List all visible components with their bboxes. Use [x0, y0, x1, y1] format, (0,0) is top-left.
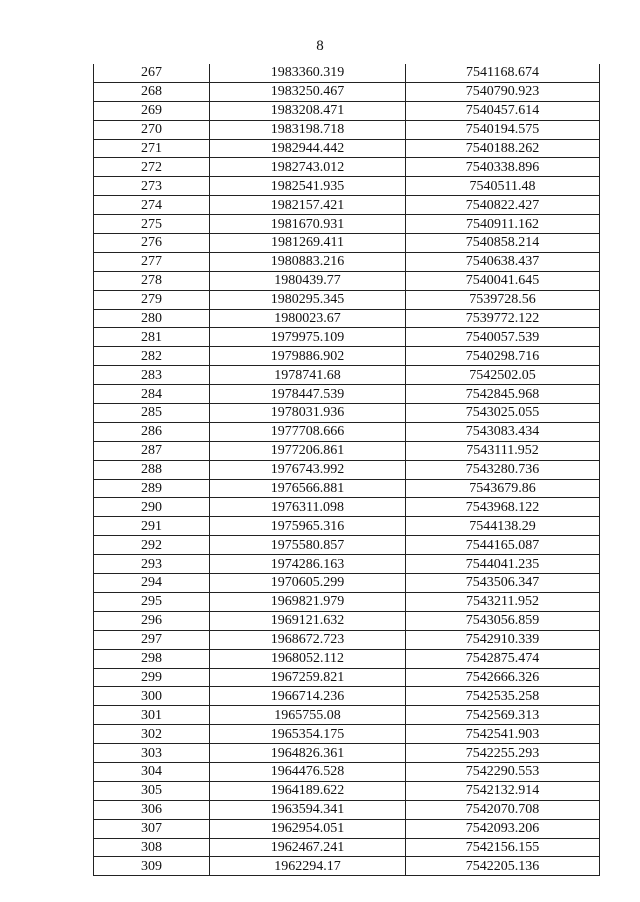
table-row: [94, 347, 600, 366]
table-row: [94, 762, 600, 781]
y-coordinate-cell: 7542070.708: [406, 800, 600, 819]
table-row: [94, 177, 600, 196]
point-number-cell: 294: [94, 574, 210, 593]
y-coordinate-cell: 7542845.968: [406, 385, 600, 404]
x-coordinate-cell: 1964476.528: [210, 762, 406, 781]
point-number-cell: 297: [94, 630, 210, 649]
table-row: [94, 706, 600, 725]
y-coordinate-cell: 7540858.214: [406, 234, 600, 253]
y-coordinate-cell: 7543056.859: [406, 611, 600, 630]
x-coordinate-cell: 1968052.112: [210, 649, 406, 668]
y-coordinate-cell: 7542205.136: [406, 857, 600, 876]
point-number-cell: 289: [94, 479, 210, 498]
x-coordinate-cell: 1976566.881: [210, 479, 406, 498]
y-coordinate-cell: 7543083.434: [406, 422, 600, 441]
point-number-cell: 286: [94, 422, 210, 441]
x-coordinate-cell: 1969821.979: [210, 592, 406, 611]
point-number-cell: 307: [94, 819, 210, 838]
table-row: [94, 215, 600, 234]
point-number-cell: 302: [94, 725, 210, 744]
point-number-cell: 280: [94, 309, 210, 328]
x-coordinate-cell: 1970605.299: [210, 574, 406, 593]
x-coordinate-cell: 1980883.216: [210, 252, 406, 271]
y-coordinate-cell: 7543211.952: [406, 592, 600, 611]
point-number-cell: 306: [94, 800, 210, 819]
x-coordinate-cell: 1969121.632: [210, 611, 406, 630]
point-number-cell: 309: [94, 857, 210, 876]
x-coordinate-cell: 1977206.861: [210, 441, 406, 460]
x-coordinate-cell: 1975965.316: [210, 517, 406, 536]
table-row: [94, 460, 600, 479]
y-coordinate-cell: 7543025.055: [406, 404, 600, 423]
y-coordinate-cell: 7539772.122: [406, 309, 600, 328]
y-coordinate-cell: 7542156.155: [406, 838, 600, 857]
x-coordinate-cell: 1967259.821: [210, 668, 406, 687]
table-row: [94, 82, 600, 101]
y-coordinate-cell: 7542569.313: [406, 706, 600, 725]
x-coordinate-cell: 1982743.012: [210, 158, 406, 177]
y-coordinate-cell: 7541168.674: [406, 64, 600, 82]
x-coordinate-cell: 1964189.622: [210, 781, 406, 800]
y-coordinate-cell: 7542093.206: [406, 819, 600, 838]
point-number-cell: 272: [94, 158, 210, 177]
point-number-cell: 293: [94, 555, 210, 574]
x-coordinate-cell: 1963594.341: [210, 800, 406, 819]
y-coordinate-cell: 7540194.575: [406, 120, 600, 139]
y-coordinate-cell: 7542666.326: [406, 668, 600, 687]
x-coordinate-cell: 1966714.236: [210, 687, 406, 706]
x-coordinate-cell: 1978741.68: [210, 366, 406, 385]
point-number-cell: 303: [94, 744, 210, 763]
table-row: [94, 196, 600, 215]
x-coordinate-cell: 1980023.67: [210, 309, 406, 328]
point-number-cell: 275: [94, 215, 210, 234]
point-number-cell: 288: [94, 460, 210, 479]
point-number-cell: 277: [94, 252, 210, 271]
point-number-cell: 284: [94, 385, 210, 404]
table-row: [94, 366, 600, 385]
point-number-cell: 278: [94, 271, 210, 290]
x-coordinate-cell: 1968672.723: [210, 630, 406, 649]
table-row: [94, 611, 600, 630]
y-coordinate-cell: 7540511.48: [406, 177, 600, 196]
y-coordinate-cell: 7542132.914: [406, 781, 600, 800]
y-coordinate-cell: 7544165.087: [406, 536, 600, 555]
table-row: [94, 857, 600, 876]
table-row: [94, 290, 600, 309]
y-coordinate-cell: 7542502.05: [406, 366, 600, 385]
coordinates-table-body: [94, 64, 600, 876]
point-number-cell: 283: [94, 366, 210, 385]
x-coordinate-cell: 1976311.098: [210, 498, 406, 517]
x-coordinate-cell: 1965755.08: [210, 706, 406, 725]
table-row: [94, 385, 600, 404]
table-row: [94, 725, 600, 744]
y-coordinate-cell: 7542290.553: [406, 762, 600, 781]
point-number-cell: 268: [94, 82, 210, 101]
table-row: [94, 422, 600, 441]
x-coordinate-cell: 1977708.666: [210, 422, 406, 441]
x-coordinate-cell: 1981269.411: [210, 234, 406, 253]
point-number-cell: 292: [94, 536, 210, 555]
table-row: [94, 441, 600, 460]
x-coordinate-cell: 1962467.241: [210, 838, 406, 857]
table-row: [94, 838, 600, 857]
x-coordinate-cell: 1980439.77: [210, 271, 406, 290]
y-coordinate-cell: 7540057.539: [406, 328, 600, 347]
table-row: [94, 517, 600, 536]
point-number-cell: 279: [94, 290, 210, 309]
table-row: [94, 536, 600, 555]
y-coordinate-cell: 7540338.896: [406, 158, 600, 177]
x-coordinate-cell: 1964826.361: [210, 744, 406, 763]
table-row: [94, 668, 600, 687]
point-number-cell: 301: [94, 706, 210, 725]
y-coordinate-cell: 7540911.162: [406, 215, 600, 234]
table-row: [94, 744, 600, 763]
x-coordinate-cell: 1965354.175: [210, 725, 406, 744]
x-coordinate-cell: 1981670.931: [210, 215, 406, 234]
y-coordinate-cell: 7543968.122: [406, 498, 600, 517]
point-number-cell: 270: [94, 120, 210, 139]
table-row: [94, 592, 600, 611]
table-row: [94, 498, 600, 517]
table-row: [94, 687, 600, 706]
x-coordinate-cell: 1962954.051: [210, 819, 406, 838]
point-number-cell: 273: [94, 177, 210, 196]
y-coordinate-cell: 7540188.262: [406, 139, 600, 158]
point-number-cell: 298: [94, 649, 210, 668]
y-coordinate-cell: 7542255.293: [406, 744, 600, 763]
x-coordinate-cell: 1982541.935: [210, 177, 406, 196]
point-number-cell: 308: [94, 838, 210, 857]
x-coordinate-cell: 1979886.902: [210, 347, 406, 366]
table-row: [94, 101, 600, 120]
x-coordinate-cell: 1979975.109: [210, 328, 406, 347]
table-row: [94, 649, 600, 668]
point-number-cell: 269: [94, 101, 210, 120]
table-row: [94, 158, 600, 177]
x-coordinate-cell: 1983250.467: [210, 82, 406, 101]
coordinates-table: [93, 64, 600, 876]
point-number-cell: 299: [94, 668, 210, 687]
y-coordinate-cell: 7540790.923: [406, 82, 600, 101]
y-coordinate-cell: 7542541.903: [406, 725, 600, 744]
y-coordinate-cell: 7544041.235: [406, 555, 600, 574]
y-coordinate-cell: 7542875.474: [406, 649, 600, 668]
point-number-cell: 285: [94, 404, 210, 423]
x-coordinate-cell: 1978447.539: [210, 385, 406, 404]
table-row: [94, 555, 600, 574]
table-row: [94, 309, 600, 328]
y-coordinate-cell: 7544138.29: [406, 517, 600, 536]
table-row: [94, 404, 600, 423]
x-coordinate-cell: 1983360.319: [210, 64, 406, 82]
table-row: [94, 271, 600, 290]
y-coordinate-cell: 7543280.736: [406, 460, 600, 479]
x-coordinate-cell: 1983208.471: [210, 101, 406, 120]
point-number-cell: 305: [94, 781, 210, 800]
point-number-cell: 271: [94, 139, 210, 158]
x-coordinate-cell: 1975580.857: [210, 536, 406, 555]
x-coordinate-cell: 1982944.442: [210, 139, 406, 158]
y-coordinate-cell: 7543506.347: [406, 574, 600, 593]
y-coordinate-cell: 7540457.614: [406, 101, 600, 120]
point-number-cell: 291: [94, 517, 210, 536]
x-coordinate-cell: 1982157.421: [210, 196, 406, 215]
y-coordinate-cell: 7540638.437: [406, 252, 600, 271]
x-coordinate-cell: 1976743.992: [210, 460, 406, 479]
point-number-cell: 267: [94, 64, 210, 82]
table-row: [94, 139, 600, 158]
y-coordinate-cell: 7542535.258: [406, 687, 600, 706]
point-number-cell: 274: [94, 196, 210, 215]
table-row: [94, 120, 600, 139]
point-number-cell: 282: [94, 347, 210, 366]
table-row: [94, 234, 600, 253]
y-coordinate-cell: 7539728.56: [406, 290, 600, 309]
y-coordinate-cell: 7540041.645: [406, 271, 600, 290]
point-number-cell: 300: [94, 687, 210, 706]
x-coordinate-cell: 1983198.718: [210, 120, 406, 139]
table-row: [94, 630, 600, 649]
point-number-cell: 295: [94, 592, 210, 611]
x-coordinate-cell: 1980295.345: [210, 290, 406, 309]
point-number-cell: 276: [94, 234, 210, 253]
point-number-cell: 304: [94, 762, 210, 781]
table-row: [94, 328, 600, 347]
table-row: [94, 479, 600, 498]
page-number: 8: [316, 38, 324, 54]
x-coordinate-cell: 1974286.163: [210, 555, 406, 574]
y-coordinate-cell: 7540298.716: [406, 347, 600, 366]
point-number-cell: 287: [94, 441, 210, 460]
point-number-cell: 296: [94, 611, 210, 630]
table-row: [94, 800, 600, 819]
y-coordinate-cell: 7540822.427: [406, 196, 600, 215]
y-coordinate-cell: 7542910.339: [406, 630, 600, 649]
x-coordinate-cell: 1978031.936: [210, 404, 406, 423]
x-coordinate-cell: 1962294.17: [210, 857, 406, 876]
table-row: [94, 574, 600, 593]
point-number-cell: 290: [94, 498, 210, 517]
y-coordinate-cell: 7543679.86: [406, 479, 600, 498]
table-row: [94, 64, 600, 82]
y-coordinate-cell: 7543111.952: [406, 441, 600, 460]
table-row: [94, 781, 600, 800]
point-number-cell: 281: [94, 328, 210, 347]
table-row: [94, 819, 600, 838]
table-row: [94, 252, 600, 271]
